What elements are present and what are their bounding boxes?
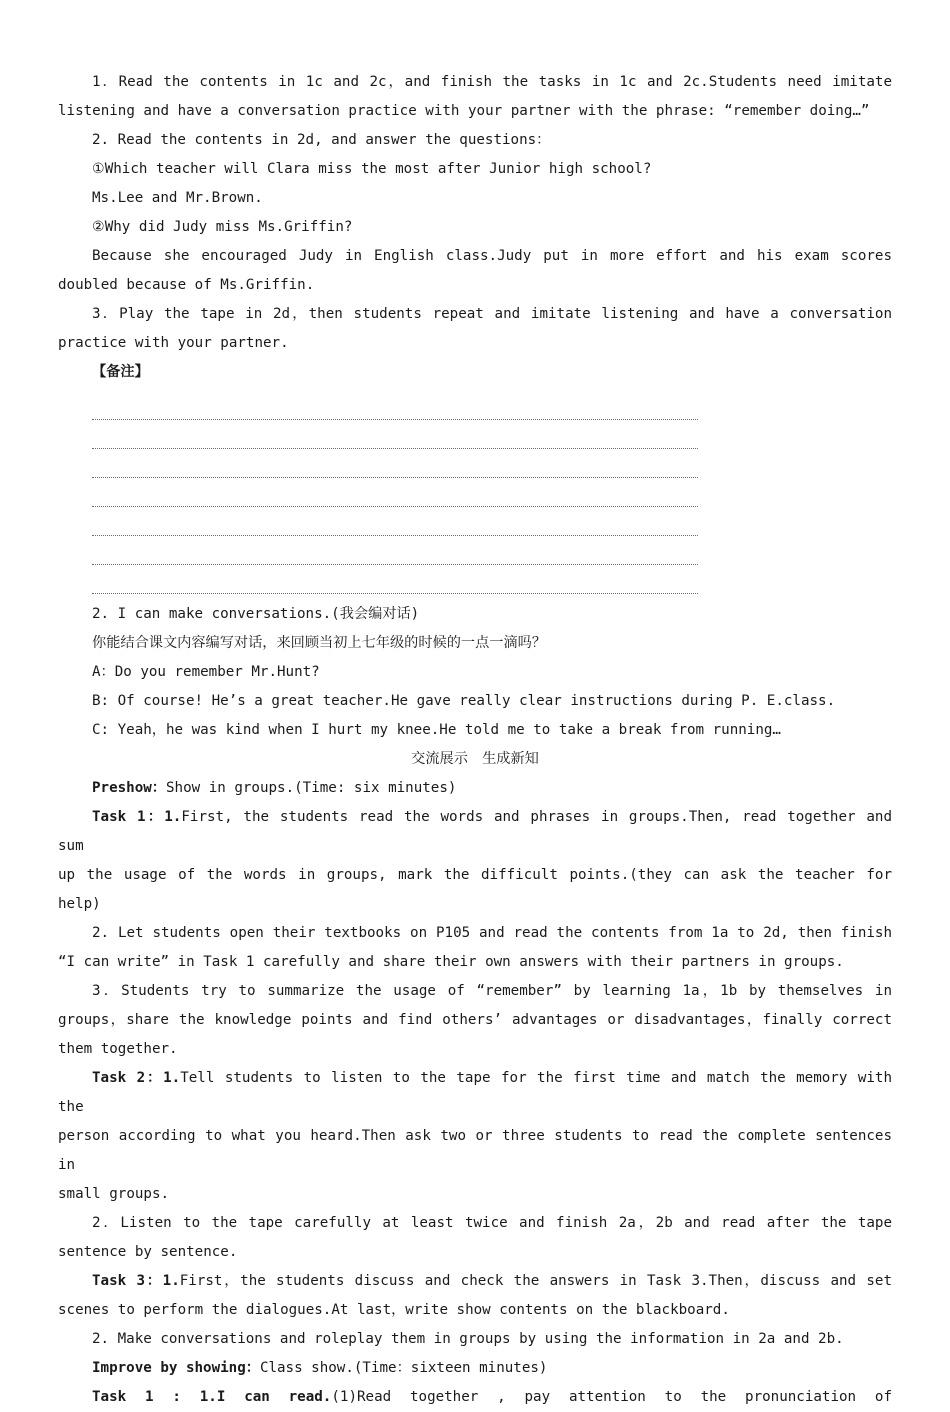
dialogue-line-a: A：Do you remember Mr.Hunt? [92,664,320,680]
task-3-item-2: 2. Make conversations and roleplay them in groups by using the information in 2a and 2b. [92,1331,844,1347]
final-task-text: (1)Read together , pay attention to the pronunciation of [331,1389,892,1405]
note-line [92,420,698,449]
task-2-item-2-line-2: sentence by sentence. [58,1244,238,1260]
answer-1: Ms.Lee and Mr.Brown. [92,190,263,206]
task-1-item-3-line-1: 3．Students try to summarize the usage of “remember” by learning 1a，1b by themselves in [92,983,892,999]
final-task-label: Task 1 : 1.I can read. [92,1389,332,1405]
task-1-item-2-line-2: “I can write” in Task 1 carefully and share their own answers with their partners in groups. [58,954,844,970]
preshow [58,774,892,803]
answer-2-line-1: Because she encouraged Judy in English class.Judy put in more effort and his exam scores [92,248,892,264]
task-3-label: Task 3：1. [92,1273,180,1289]
question-2: ②Why did Judy miss Ms.Griffin? [92,219,353,235]
conversation-heading: 2. I can make conversations.(我会编对话) [92,606,420,622]
task-2-line-2: person according to what you heard.Then ask two or three students to read the complete sentences in [58,1128,892,1173]
task-1-label: Task 1：1. [92,809,182,825]
dialogue-line-b: B: Of course! He’s a great teacher.He gave really clear instructions during P. E.class. [92,693,836,709]
para-3-line-1: 3．Play the tape in 2d，then students repeat and imitate listening and have a conversation [92,306,892,322]
improve-text: Class show.(Time：sixteen minutes) [259,1360,548,1376]
para-2: 2. Read the contents in 2d, and answer the questions： [92,132,551,148]
task-3-text: First，the students discuss and check the answers in Task 3.Then，discuss and set [179,1273,893,1289]
note-line [92,478,698,507]
para-3-line-2: practice with your partner. [58,335,289,351]
task-1-line-2: up the usage of the words in groups, mark the difficult points.(they can ask the teacher for help) [58,867,892,912]
note-line [92,507,698,536]
task-2-text: Tell students to listen to the tape for the first time and match the memory with the [58,1070,892,1115]
task-1-text: First, the students read the words and phrases in groups.Then, read together and sum [58,809,892,854]
task-2-item-2-line-1: 2．Listen to the tape carefully at least twice and finish 2a，2b and read after the tape [92,1215,892,1231]
task-1-item-3-line-3: them together. [58,1041,178,1057]
improve-label: Improve by showing： [92,1360,260,1376]
notes-lines [92,391,698,594]
improve-by-showing [58,1354,892,1383]
para-1-line-1: 1．Read the contents in 1c and 2c，and finish the tasks in 1c and 2c.Students need imitate [92,74,892,90]
note-line [92,391,698,420]
preshow-text: Show in groups.(Time: six minutes) [165,780,457,796]
para-1-line-2: listening and have a conversation practice with your partner with the phrase: “remember doing…” [58,103,870,119]
task-2-label: Task 2：1. [92,1070,181,1086]
task-3-line-2: scenes to perform the dialogues.At last，write show contents on the blackboard. [58,1302,730,1318]
task-1-item-3-line-2: groups，share the knowledge points and find others’ advantages or disadvantages，finally correct [58,1012,892,1028]
task-2-line-3: small groups. [58,1186,170,1202]
task-2-line-1 [58,1064,892,1122]
conversation-prompt: 你能结合课文内容编写对话，来回顾当初上七年级的时候的一点一滴吗？ [92,635,547,651]
note-line [92,536,698,565]
dialogue-line-c: C: Yeah，he was kind when I hurt my knee.He told me to take a break from running… [92,722,781,738]
notes-title: 【备注】 [92,364,149,380]
final-task-line [58,1383,892,1412]
answer-2-line-2: doubled because of Ms.Griffin. [58,277,315,293]
preshow-label: Preshow： [92,780,166,796]
document-page [58,68,892,1412]
task-1-line-1 [58,803,892,861]
question-1: ①Which teacher will Clara miss the most after Junior high school? [92,161,652,177]
section-title: 交流展示 生成新知 [411,751,539,767]
note-line [92,565,698,594]
note-line [92,449,698,478]
task-3-line-1 [58,1267,892,1296]
task-1-item-2-line-1: 2. Let students open their textbooks on P105 and read the contents from 1a to 2d, then finish [92,925,892,941]
